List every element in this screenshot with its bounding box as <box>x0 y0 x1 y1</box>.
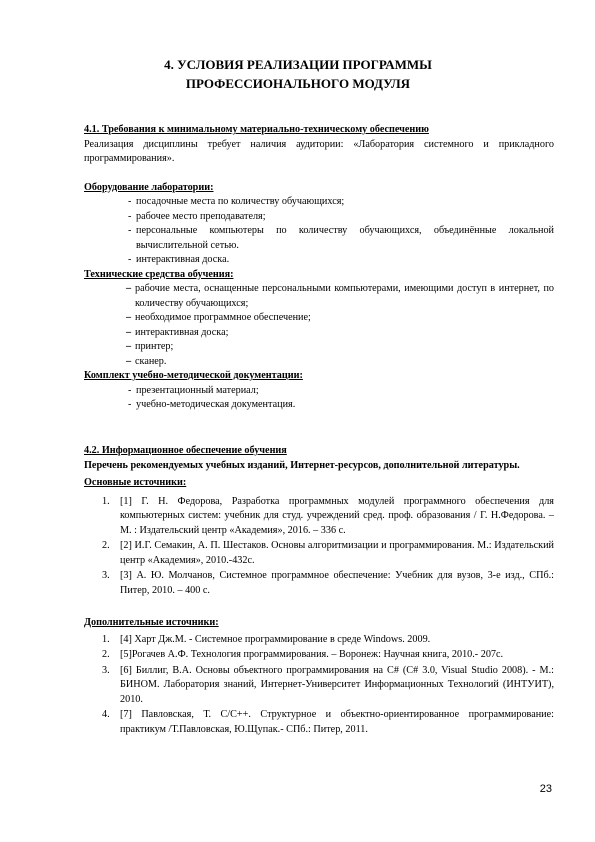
documentation-kit-list <box>84 384 554 413</box>
list-item-text: посадочные места по количеству обучающихся; <box>136 196 345 207</box>
main-sources-list <box>84 495 554 599</box>
list-item-text: интерактивная доска; <box>135 326 229 338</box>
dash-marker: – <box>126 312 132 323</box>
dash-marker: - <box>128 225 132 236</box>
source-number: 3. <box>102 664 110 676</box>
list-item-text: персональные компьютеры по количеству обучающихся, объединённые локальной вычислительной сетью. <box>136 225 554 251</box>
source-item <box>84 539 554 568</box>
intro-paragraph: Реализация дисциплины требует наличия аудитории: «Лаборатория системного и прикладного программирования». <box>84 138 554 164</box>
source-text: [7] Павловская, Т. С/С++. Структурное и объектно-ориентированное программирование: практикум /Т.Павловская, Ю.Щупак.- СПб.: Питер, 2011. <box>120 709 554 735</box>
technical-means-heading: Технические средства обучения: <box>84 268 234 280</box>
list-item <box>84 384 554 399</box>
subsection-heading-4-1: 4.1. Требования к минимальному материально-техническому обеспечению <box>84 124 429 135</box>
page-number: 23 <box>539 783 552 795</box>
dash-marker: – <box>126 283 132 294</box>
list-item <box>84 355 554 370</box>
source-text: [4] Харт Дж.М. - Системное программирование в среде Windows. 2009. <box>120 633 431 645</box>
list-item <box>84 340 554 355</box>
list-item <box>84 311 554 326</box>
source-item <box>84 569 554 598</box>
additional-sources-list <box>84 633 554 738</box>
subsection-heading-4-2: 4.2. Информационное обеспечение обучения <box>84 445 287 456</box>
equipment-list <box>84 195 554 268</box>
source-number: 1. <box>102 495 110 507</box>
section-4-1 <box>84 123 554 413</box>
recommended-list-heading: Перечень рекомендуемых учебных изданий, Интернет-ресурсов, дополнительной литературы. <box>84 459 520 471</box>
list-item-text: рабочие места, оснащенные персональными компьютерами, имеющими доступ в интернет, по количеству обучающихся; <box>135 283 554 309</box>
list-item <box>84 224 554 253</box>
source-number: 4. <box>102 709 110 720</box>
section-title-line-1: 4. УСЛОВИЯ РЕАЛИЗАЦИИ ПРОГРАММЫ <box>164 57 432 72</box>
list-item <box>84 210 554 225</box>
source-number: 2. <box>102 540 110 551</box>
section-title-line-2: ПРОФЕССИОНАЛЬНОГО МОДУЛЯ <box>185 76 411 91</box>
documentation-kit-heading: Комплект учебно-методической документации: <box>84 370 303 381</box>
source-text: [1] Г. Н. Федорова, Разработка программных модулей программного обеспечения для компьютерных систем: учебник для студ. учреждений сред. проф. образования / Г. Н.Федорова. – М. : Издательский центр «Академия», 2016. – 336 с. <box>120 495 554 536</box>
list-item-text: принтер; <box>135 341 174 352</box>
list-item-text: необходимое программное обеспечение; <box>135 312 311 323</box>
dash-marker: - <box>128 254 132 265</box>
section-title <box>80 55 516 93</box>
section-4-2 <box>84 444 554 737</box>
dash-marker: - <box>128 210 132 222</box>
list-item <box>84 282 554 311</box>
source-text: [2] И.Г. Семакин, А. П. Шестаков. Основы алгоритмизации и программирования. М.: Издательский центр «Академия», 2010.-432с. <box>120 540 554 566</box>
source-text: [6] Биллиг, В.А. Основы объектного программирования на С# (C# 3.0, Visual Studio 2008). - М.: БИНОМ. Лаборатория знаний, Интернет-Университет Информационных Технологий (ИНТУИТ), 2010. <box>120 664 554 705</box>
dash-marker: - <box>128 196 132 207</box>
source-item <box>84 648 554 663</box>
source-number: 3. <box>102 570 110 581</box>
source-item <box>84 495 554 539</box>
source-item <box>84 708 554 737</box>
list-item <box>84 326 554 341</box>
dash-marker: – <box>126 326 132 338</box>
additional-sources-heading: Дополнительные источники: <box>84 617 219 628</box>
list-item-text: интерактивная доска. <box>136 254 230 265</box>
source-item <box>84 633 554 648</box>
source-text: [5]Рогачев А.Ф. Технология программирования. – Воронеж: Научная книга, 2010.- 207с. <box>120 649 504 660</box>
list-item-text: презентационный материал; <box>136 384 259 396</box>
dash-marker: - <box>128 399 132 410</box>
list-item <box>84 195 554 210</box>
source-text: [3] А. Ю. Молчанов, Системное программное обеспечение: Учебник для вузов, 3-е изд., СПб.: Питер, 2010. – 400 с. <box>120 570 554 596</box>
list-item <box>84 253 554 268</box>
list-item-text: сканер. <box>135 355 167 367</box>
dash-marker: – <box>126 341 132 352</box>
dash-marker: - <box>128 384 132 396</box>
list-item <box>84 398 554 413</box>
list-item-text: рабочее место преподавателя; <box>136 210 266 222</box>
source-item <box>84 664 554 708</box>
dash-marker: – <box>126 355 132 367</box>
technical-means-list <box>84 282 554 369</box>
source-number: 1. <box>102 633 110 645</box>
equipment-heading: Оборудование лаборатории: <box>84 181 214 193</box>
main-sources-heading: Основные источники: <box>84 477 187 488</box>
source-number: 2. <box>102 649 110 660</box>
list-item-text: учебно-методическая документация. <box>136 399 296 410</box>
